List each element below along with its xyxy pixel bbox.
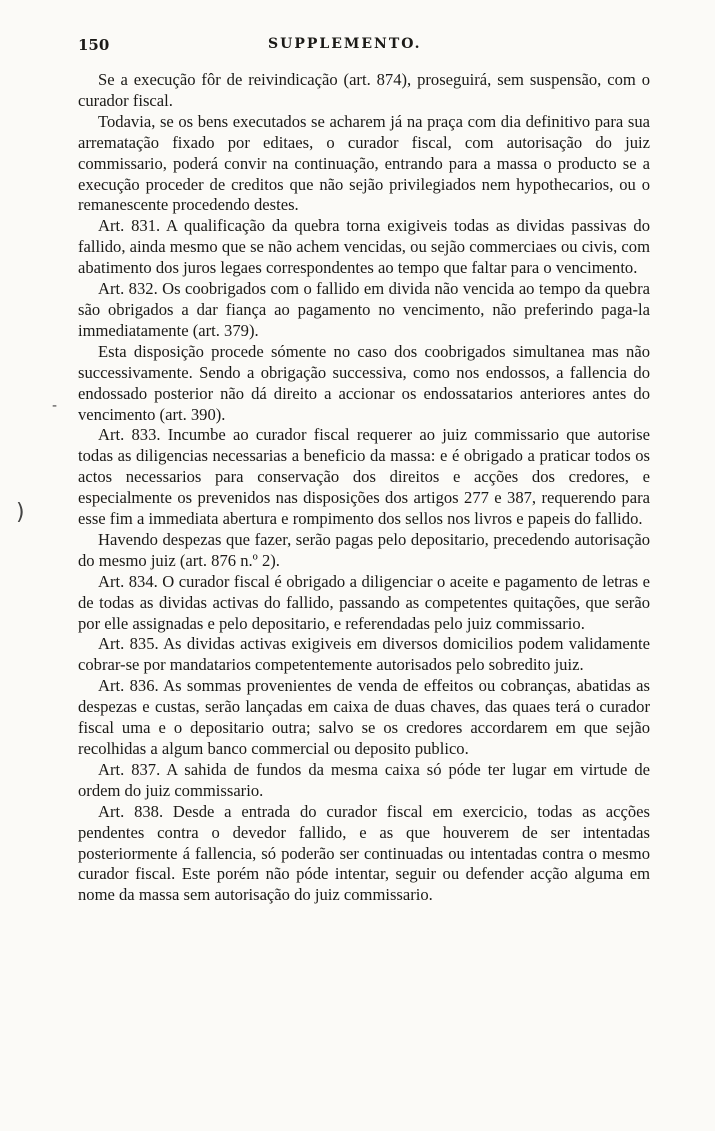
paragraph-execucao: Se a execução fôr de reivindicação (art. 874), proseguirá, sem suspensão, com o curador fiscal.: [78, 70, 650, 110]
body-text: [78, 70, 650, 906]
paragraph-todavia: Todavia, se os bens executados se acharem já na praça com dia definitivo para sua arrematação fixado por editaes, o curador fiscal, com autorisação do juiz commissario, poderá convir na continuação, entrando para a massa o producto se a execução proceder de creditos que não sejão privilegiados nem hypothecarios, ou o remanescente procedendo destes.: [78, 111, 650, 215]
running-title: SUPPLEMENTO.: [268, 36, 422, 52]
article-837: Art. 837. A sahida de fundos da mesma caixa só póde ter lugar em virtude de ordem do juiz commissario.: [78, 759, 650, 800]
article-838: Art. 838. Desde a entrada do curador fiscal em exercicio, todas as acções pendentes contra o devedor fallido, e as que houverem de ser intentadas posteriormente á fallencia, só poderão ser continuadas ou intentadas contra o mesmo curador fiscal. Este porém não póde intentar, seguir ou defender acção alguma em nome da massa sem autorisação do juiz commissario.: [78, 801, 650, 905]
margin-bracket-mark: ): [16, 500, 25, 525]
article-836: Art. 836. As sommas provenientes de venda de effeitos ou cobranças, abatidas as despezas e custas, serão lançadas em caixa de duas chaves, das quaes terá o curador fiscal uma e o depositario outra; salvo se os credores accordarem em que sejão recolhidas a algum banco commercial ou deposito publico.: [78, 676, 650, 758]
margin-dash-mark: -: [52, 398, 58, 414]
page-number: 150: [78, 36, 110, 54]
article-833: Art. 833. Incumbe ao curador fiscal requerer ao juiz commissario que autorise todas as diligencias necessarias a beneficio da massa: e é obrigado a praticar todos os actos necessarios para conservação dos direitos e acções dos credores, e especialmente os prevenidos nas disposições dos artigos 277 e 387, requerendo para esse fim a immediata abertura e rompimento dos sellos nos livros e papeis do fallido.: [78, 425, 650, 529]
article-834: Art. 834. O curador fiscal é obrigado a diligenciar o aceite e pagamento de letras e de todas as dividas activas do fallido, passando as competentes quitações, que serão por elle assignadas e pelo depositario, e referendadas pelo juiz commissario.: [78, 571, 650, 633]
paragraph-despezas: Havendo despezas que fazer, serão pagas pelo depositario, precedendo autorisação do mesmo juiz (art. 876 n.º 2).: [78, 529, 650, 570]
article-835: Art. 835. As dividas activas exigiveis em diversos domicilios podem validamente cobrar-se por mandatarios competentemente autorisados pelo sobredito juiz.: [78, 634, 650, 675]
paragraph-disposicao: Esta disposição procede sómente no caso dos coobrigados simultanea mas não successivamente. Sendo a obrigação successiva, como nos endossos, a fallencia do endossado posterior não dá direito a accionar os endossatarios anteriores antes do vencimento (art. 390).: [78, 341, 650, 424]
document-page: [78, 34, 650, 906]
article-831: Art. 831. A qualificação da quebra torna exigiveis todas as dividas passivas do fallido, ainda mesmo que se não achem vencidas, ou sejão commerciaes ou civis, com abatimento dos juros legaes correspondentes ao tempo que faltar para o vencimento.: [78, 216, 650, 278]
page-header: [78, 34, 650, 60]
article-832: Art. 832. Os coobrigados com o fallido em divida não vencida ao tempo da quebra são obrigados a dar fiança ao pagamento no vencimento, não preferindo paga-la immediatamente (art. 379).: [78, 279, 650, 340]
